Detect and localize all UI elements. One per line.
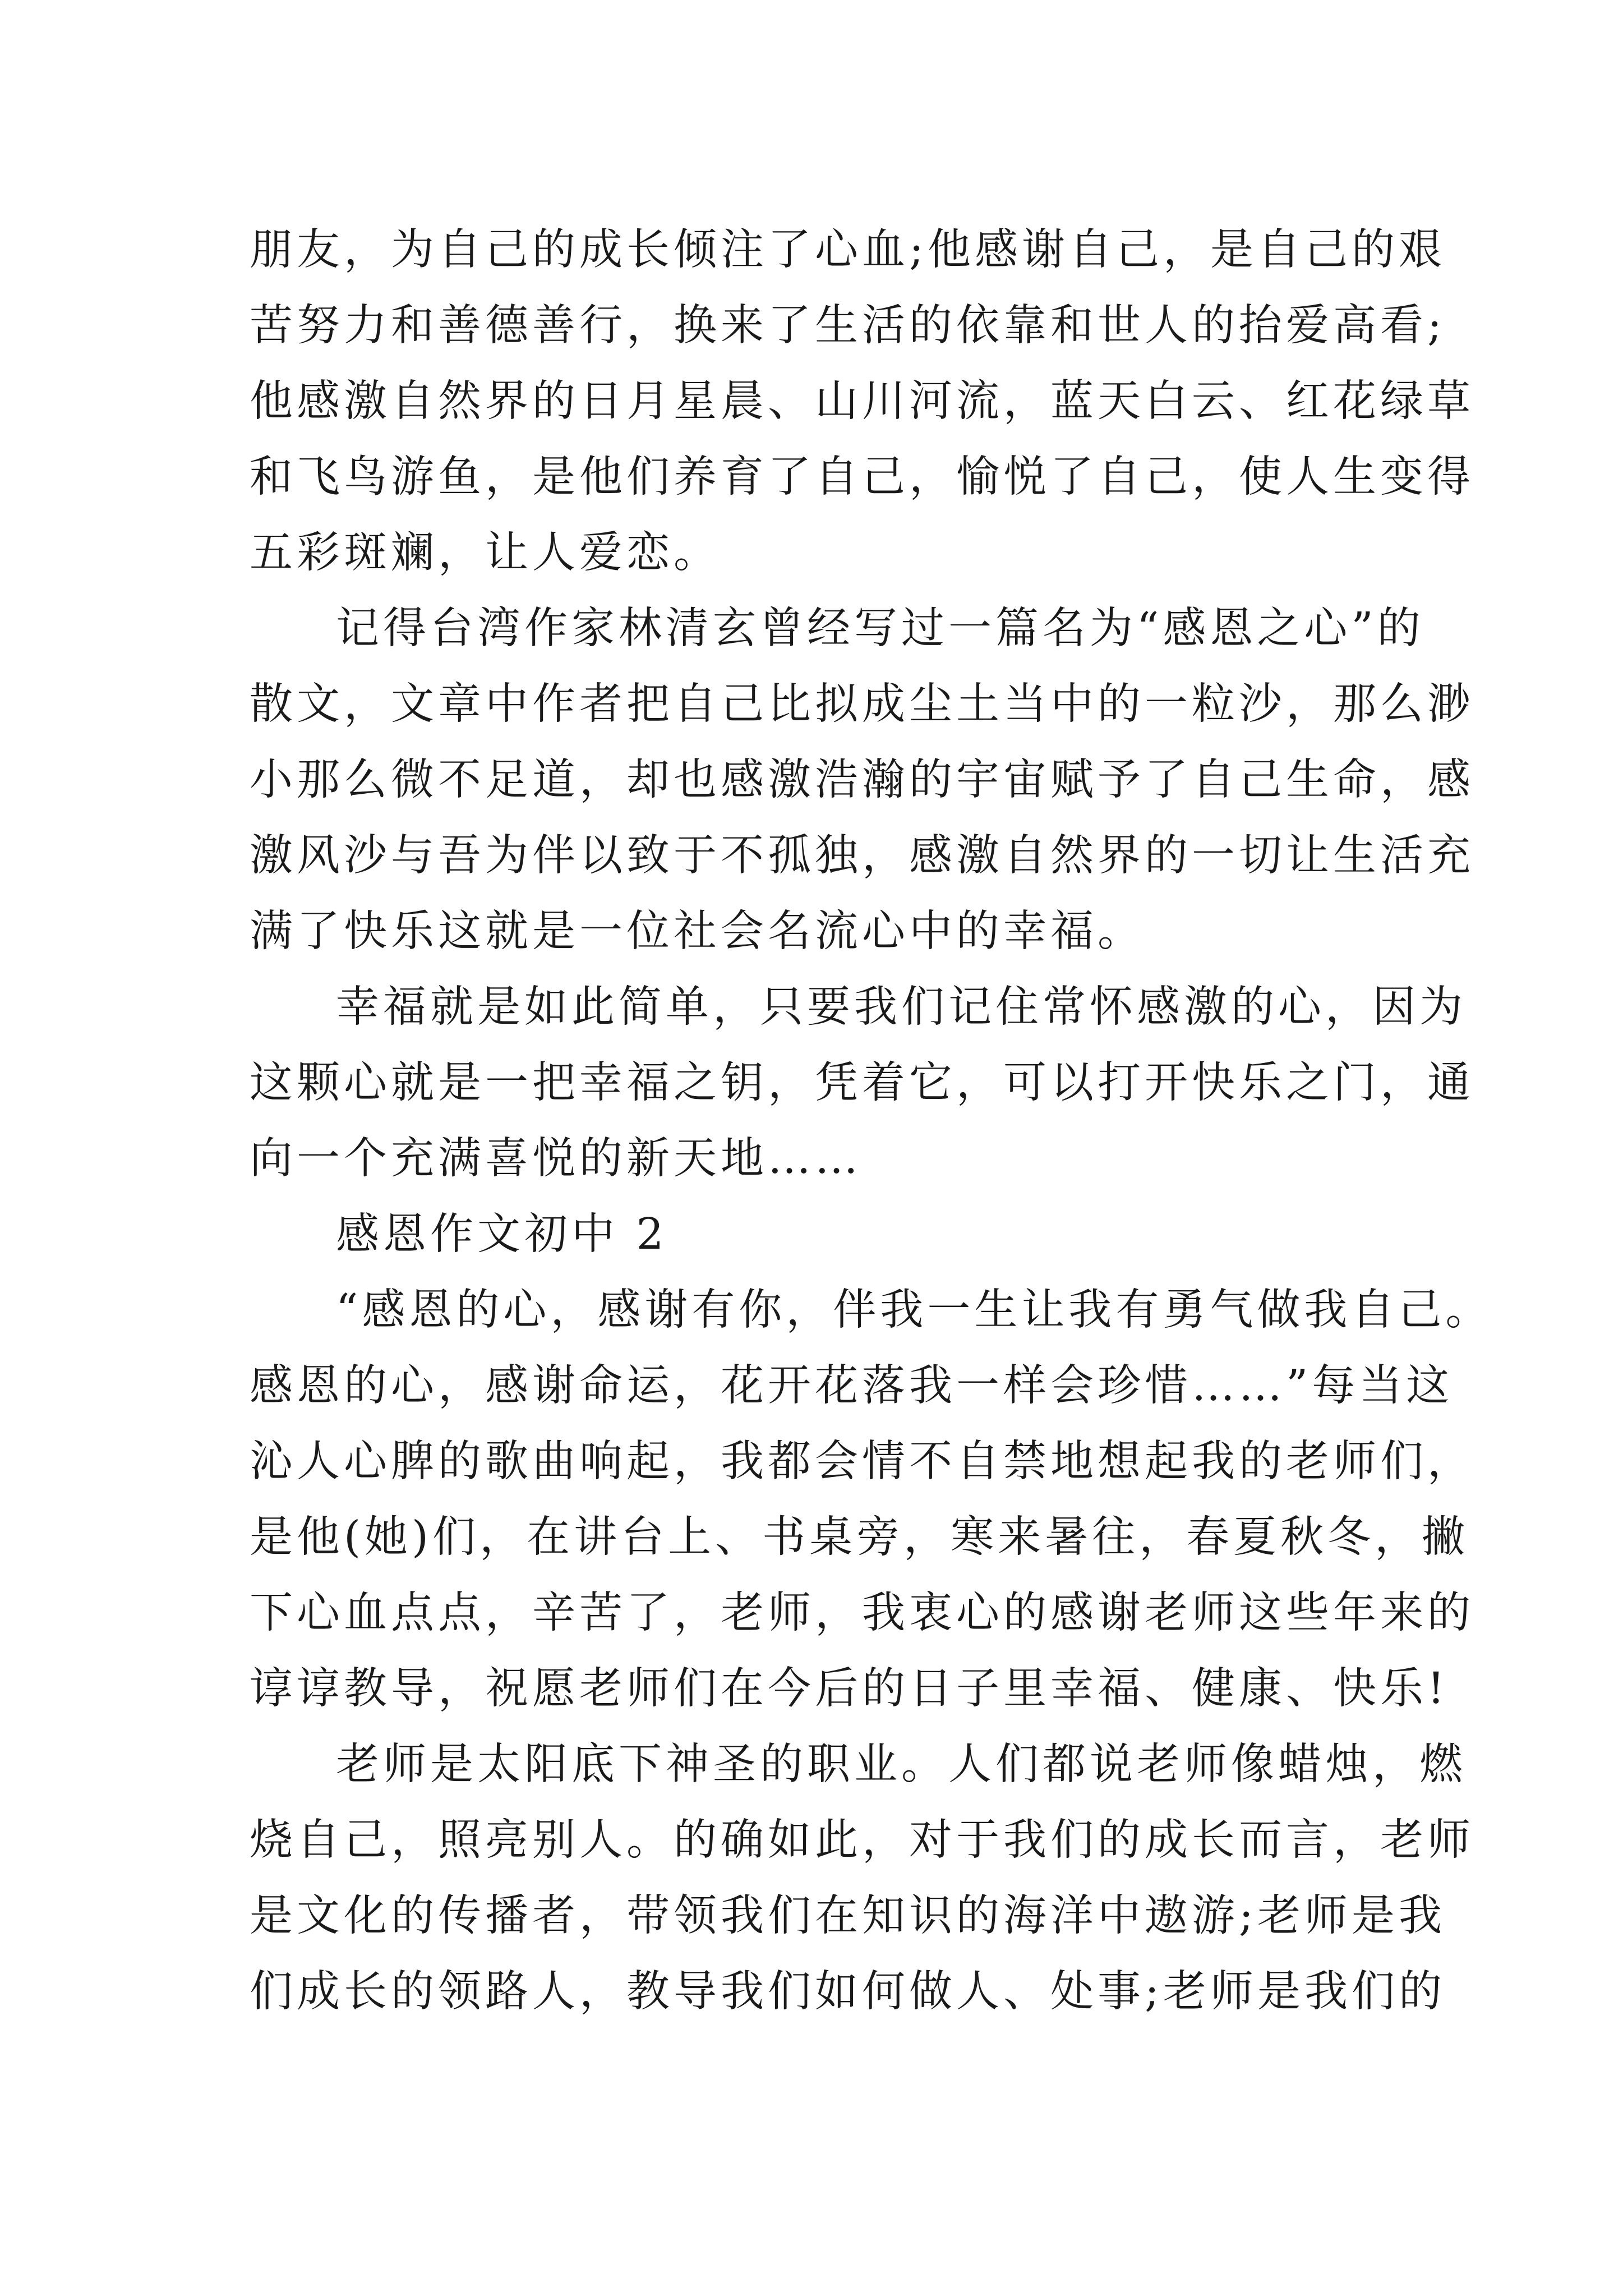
text-line: 小那么微不足道，却也感激浩瀚的宇宙赋予了自己生命，感: [250, 755, 1474, 805]
document-body: [250, 212, 1493, 2030]
text-line: 他感激自然界的日月星晨、山川河流，蓝天白云、红花绿草: [250, 376, 1474, 426]
text-line: 感恩的心，感谢命运，花开花落我一样会珍惜……”每当这: [250, 1361, 1454, 1411]
paragraph-start-line: “感恩的心，感谢有你，伴我一生让我有勇气做我自己。: [336, 1285, 1493, 1335]
text-line: 激风沙与吾为伴以致于不孤独，感激自然界的一切让生活充: [250, 831, 1474, 881]
section-heading: 感恩作文初中 2: [336, 1209, 668, 1259]
text-line: 苦努力和善德善行，换来了生活的依靠和世人的抬爱高看;: [250, 301, 1446, 351]
text-line: 满了快乐这就是一位社会名流心中的幸福。: [250, 907, 1145, 956]
text-line: 是他(她)们，在讲台上、书桌旁，寒来暑往，春夏秋冬，撇: [250, 1512, 1469, 1562]
paragraph-start-line: 幸福就是如此简单，只要我们记住常怀感激的心，因为: [336, 982, 1467, 1032]
text-line: 五彩斑斓，让人爱恋。: [250, 528, 721, 578]
text-line: 向一个充满喜悦的新天地……: [250, 1134, 862, 1184]
paragraph-start-line: 老师是太阳底下神圣的职业。人们都说老师像蜡烛，燃: [336, 1740, 1467, 1789]
text-line: 下心血点点，辛苦了，老师，我衷心的感谢老师这些年来的: [250, 1588, 1474, 1638]
text-line: 是文化的传播者，带领我们在知识的海洋中遨游;老师是我: [250, 1891, 1446, 1941]
text-line: 散文，文章中作者把自己比拟成尘土当中的一粒沙，那么渺: [250, 679, 1474, 729]
text-line: 烧自己，照亮别人。的确如此，对于我们的成长而言，老师: [250, 1815, 1474, 1865]
text-line: 朋友，为自己的成长倾注了心血;他感谢自己，是自己的艰: [250, 225, 1446, 275]
paragraph-start-line: 记得台湾作家林清玄曾经写过一篇名为“感恩之心”的: [336, 604, 1424, 654]
text-line: 和飞鸟游鱼，是他们养育了自己，愉悦了自己，使人生变得: [250, 452, 1474, 502]
text-line: 沁人心脾的歌曲响起，我都会情不自禁地想起我的老师们，: [250, 1437, 1474, 1487]
text-line: 们成长的领路人，教导我们如何做人、处事;老师是我们的: [250, 1967, 1446, 2017]
text-line: 谆谆教导，祝愿老师们在今后的日子里幸福、健康、快乐!: [250, 1664, 1449, 1714]
text-line: 这颗心就是一把幸福之钥，凭着它，可以打开快乐之门，通: [250, 1058, 1474, 1108]
